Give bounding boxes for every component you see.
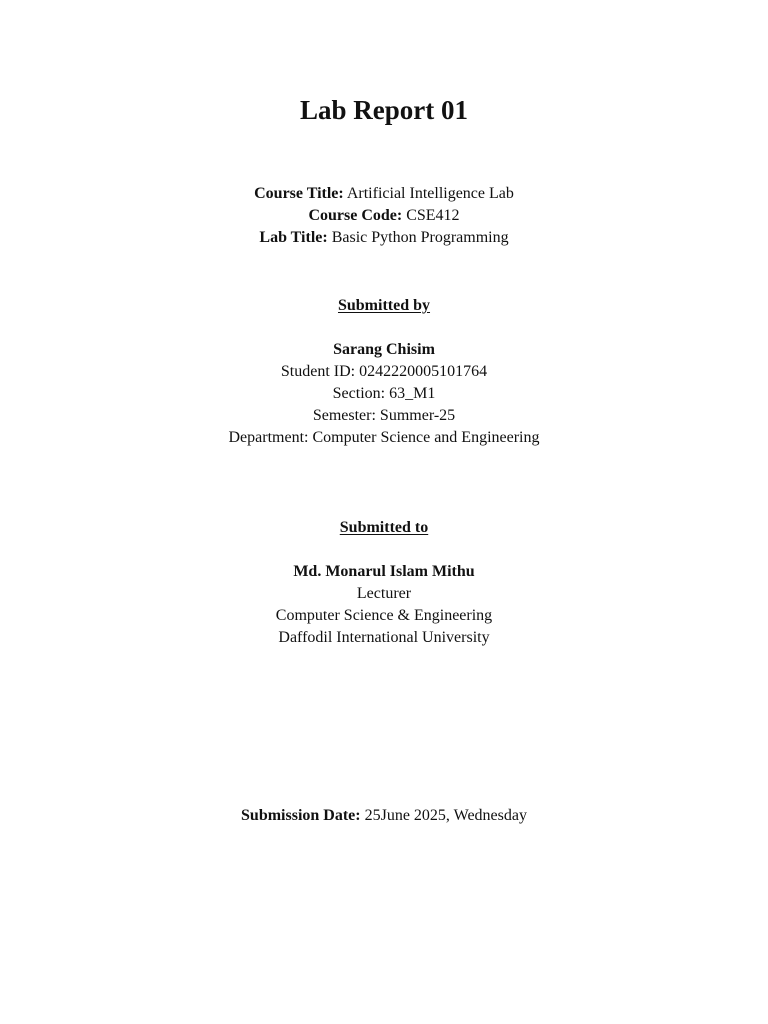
teacher-department: Computer Science & Engineering [275, 607, 493, 624]
course-code-value: CSE412 [402, 207, 460, 224]
student-section: Section: 63_M1 [332, 385, 436, 402]
submission-date-value: 25June 2025, Wednesday [360, 807, 527, 824]
student-name: Sarang Chisim [333, 341, 435, 358]
student-semester: Semester: Summer-25 [312, 407, 456, 424]
lab-title-value: Basic Python Programming [327, 229, 509, 246]
teacher-name: Md. Monarul Islam Mithu [293, 563, 475, 580]
submitted-by-heading: Submitted by [337, 297, 431, 314]
course-title-line [0, 184, 768, 204]
submission-date-label: Submission Date: [241, 807, 361, 824]
student-id: Student ID: 0242220005101764 [280, 363, 488, 380]
submission-date-line [0, 806, 768, 826]
course-code-label: Course Code: [308, 207, 403, 224]
student-department: Department: Computer Science and Engineering [228, 429, 540, 446]
course-title-label: Course Title: [254, 185, 344, 202]
lab-title-label: Lab Title: [259, 229, 328, 246]
course-code-line [0, 206, 768, 226]
course-title-value: Artificial Intelligence Lab [343, 185, 514, 202]
teacher-university: Daffodil International University [278, 629, 490, 646]
report-title: Lab Report 01 [300, 95, 468, 125]
lab-title-line [0, 228, 768, 248]
submitted-to-heading: Submitted to [339, 519, 429, 536]
teacher-designation: Lecturer [356, 585, 412, 602]
